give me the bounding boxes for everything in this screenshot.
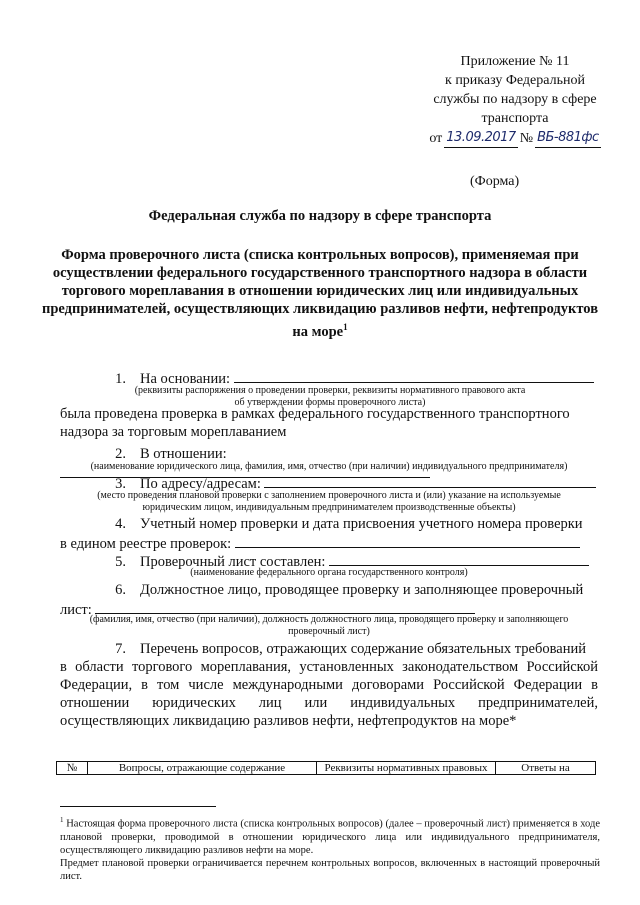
item-6-note-1: (фамилия, имя, отчество (при наличии), должность должностного лица, проводящего проверку и заполняющего <box>89 614 569 625</box>
handwritten-number: ВБ-881фс <box>535 128 601 148</box>
item-3-note-2: юридическим лицом, индивидуальным предпринимателем производственные объекты) <box>142 502 516 513</box>
item-5-blank[interactable] <box>329 551 589 566</box>
item-7 <box>60 640 598 658</box>
appendix-line-2: к приказу Федеральной <box>445 73 585 88</box>
item-7-number: 7. <box>115 641 126 657</box>
from-prefix: от <box>429 131 443 146</box>
item-4-number: 4. <box>115 516 126 532</box>
table-header-row <box>57 762 596 775</box>
item-6-blank[interactable] <box>95 599 475 614</box>
number-prefix: № <box>519 131 534 146</box>
item-6-cont-text: лист: <box>60 602 92 618</box>
handwritten-date: 13.09.2017 <box>444 128 517 148</box>
item-3-blank[interactable] <box>264 473 596 488</box>
item-4-text: Учетный номер проверки и дата присвоения учетного номера проверки <box>140 516 583 532</box>
item-4-continuation <box>60 533 598 553</box>
checklist-table <box>56 761 596 775</box>
item-6-note-2: проверочный лист) <box>288 626 370 637</box>
item-6-text: Должностное лицо, проводящее проверку и заполняющее проверочный <box>140 582 584 598</box>
item-5-note: (наименование федерального органа государственного контроля) <box>190 567 468 578</box>
item-5-label: Проверочный лист составлен: <box>140 554 326 570</box>
item-1-note-1: (реквизиты распоряжения о проведении проверки, реквизиты нормативного правового акта <box>134 385 526 396</box>
item-4-cont-text: в едином реестре проверок: <box>60 536 232 552</box>
item-1-label: На основании: <box>140 371 230 387</box>
item-7-line-1: Перечень вопросов, отражающих содержание обязательных требований <box>140 641 586 657</box>
table-col-answers: Ответы на <box>496 762 596 775</box>
item-7-line-4: отношении юридических лиц или индивидуальных предпринимателей, <box>60 695 598 711</box>
item-1-continuation: была проведена проверка в рамках федерального государственного транспортного надзора за торговым мореплаванием <box>60 406 570 440</box>
item-2-number: 2. <box>115 446 126 462</box>
item-3-note-1: (место проведения плановой проверки с заполнением проверочного листа и (или) указание на используемые <box>97 490 561 501</box>
appendix-line-1: Приложение № 11 <box>460 54 570 69</box>
table-col-requisites: Реквизиты нормативных правовых <box>317 762 496 775</box>
document-title <box>40 246 600 341</box>
item-1-blank[interactable] <box>234 368 594 383</box>
title-footnote-mark: 1 <box>343 322 348 332</box>
title-text: Форма проверочного листа (списка контрольных вопросов), применяемая при осуществлении федерального государственного транспортного надзора в области торгового мореплавания в отношении юридических лиц или индивидуальных предпринимателей, осуществляющих ликвидацию разливов нефти, нефтепродуктов на море <box>41 247 599 340</box>
footnote-mark: 1 <box>60 816 64 824</box>
form-label: (Форма) <box>470 174 520 189</box>
footnote <box>60 814 600 883</box>
appendix-header <box>400 52 630 148</box>
table-col-number: № <box>57 762 88 775</box>
item-1-note-2: об утверждении формы проверочного листа) <box>234 397 426 408</box>
item-4 <box>60 515 598 533</box>
footnote-divider <box>60 806 216 807</box>
item-5-number: 5. <box>115 554 126 570</box>
item-3-label: По адресу/адресам: <box>140 476 261 492</box>
item-1-number: 1. <box>115 371 126 387</box>
item-6 <box>60 581 598 599</box>
footnote-paragraph-1 <box>60 814 600 857</box>
item-2-label: В отношении: <box>140 446 227 462</box>
footnote-text-1: Настоящая форма проверочного листа (списка контрольных вопросов) (далее – проверочный лист) применяется в ходе плановой проверки, проводимой в отношении юридического лица или индивидуального предпринимателя, осуществляющего ликвидацию разливов нефти на море. <box>60 818 601 856</box>
item-7-line-3: Федерации, в том числе международными договорами Российской Федерации в <box>60 677 598 693</box>
appendix-line-3: службы по надзору в сфере <box>433 92 597 107</box>
item-6-number: 6. <box>115 582 126 598</box>
item-4-blank[interactable] <box>235 533 580 548</box>
table-col-questions: Вопросы, отражающие содержание <box>88 762 317 775</box>
item-2-note: (наименование юридического лица, фамилия, имя, отчество (при наличии) индивидуального предпринимателя) <box>90 461 568 472</box>
item-3-number: 3. <box>115 476 126 492</box>
agency-name: Федеральная служба по надзору в сфере транспорта <box>148 208 492 224</box>
item-7-line-2: в области торгового мореплавания, установленных законодательством Российской <box>60 659 598 675</box>
appendix-line-4: транспорта <box>481 111 549 126</box>
order-date-number <box>400 128 630 148</box>
footnote-text-2: Предмет плановой проверки ограничивается перечнем контрольных вопросов, включенных в настоящий проверочный лист. <box>60 857 600 882</box>
item-7-line-5: осуществляющих ликвидацию разливов нефти, нефтепродуктов на море* <box>60 713 517 729</box>
